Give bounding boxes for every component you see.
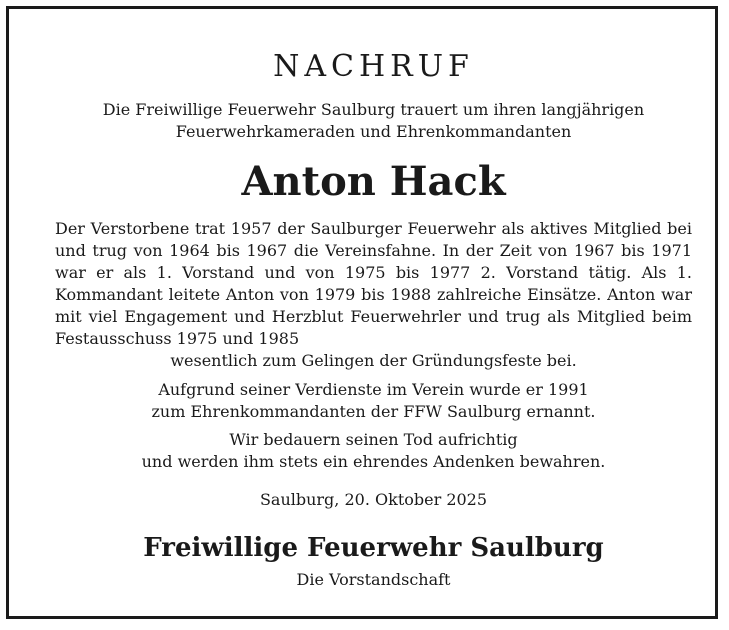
obituary-title: NACHRUF (273, 49, 474, 84)
intro-line-1: Die Freiwillige Feuerwehr Saulburg trauert um ihren langjährigen (102, 100, 645, 119)
intro-text (55, 99, 692, 143)
biography-main: Der Verstorbene trat 1957 der Saulburger Feuerwehr als aktives Mitglied bei und trug von 1964 bis 1967 die Vereinsfahne. In der Zeit von 1967 bis 1971 war er als 1. Vorstand und von 1975 bis 1977 2. Vorstand tätig. Als 1. Kommandant leitete Anton von 1979 bis 1988 zahlreiche Einsätze. Anton war mit viel Engagement und Herzblut Feuerwehrler und trug als Mitglied beim Festausschuss 1975 und 1985 (55, 219, 692, 348)
place-date: Saulburg, 20. Oktober 2025 (259, 490, 488, 509)
honor-text (55, 379, 692, 423)
condolence-line-2: und werden ihm stets ein ehrendes Andenken bewahren. (141, 452, 606, 471)
intro-line-2: Feuerwehrkameraden und Ehrenkommandanten (175, 122, 572, 141)
honor-line-1: Aufgrund seiner Verdienste im Verein wurde er 1991 (158, 380, 589, 399)
honor-line-2: zum Ehrenkommandanten der FFW Saulburg ernannt. (151, 402, 596, 421)
biography-last-line: wesentlich zum Gelingen der Gründungsfeste bei. (170, 351, 577, 370)
deceased-name: Anton Hack (241, 158, 506, 205)
condolence-text (55, 429, 692, 473)
signatory: Die Vorstandschaft (296, 570, 451, 589)
condolence-line-1: Wir bedauern seinen Tod aufrichtig (229, 430, 518, 449)
organization-name: Freiwillige Feuerwehr Saulburg (143, 533, 604, 563)
biography-paragraph (55, 218, 692, 372)
obituary-frame (6, 6, 718, 619)
